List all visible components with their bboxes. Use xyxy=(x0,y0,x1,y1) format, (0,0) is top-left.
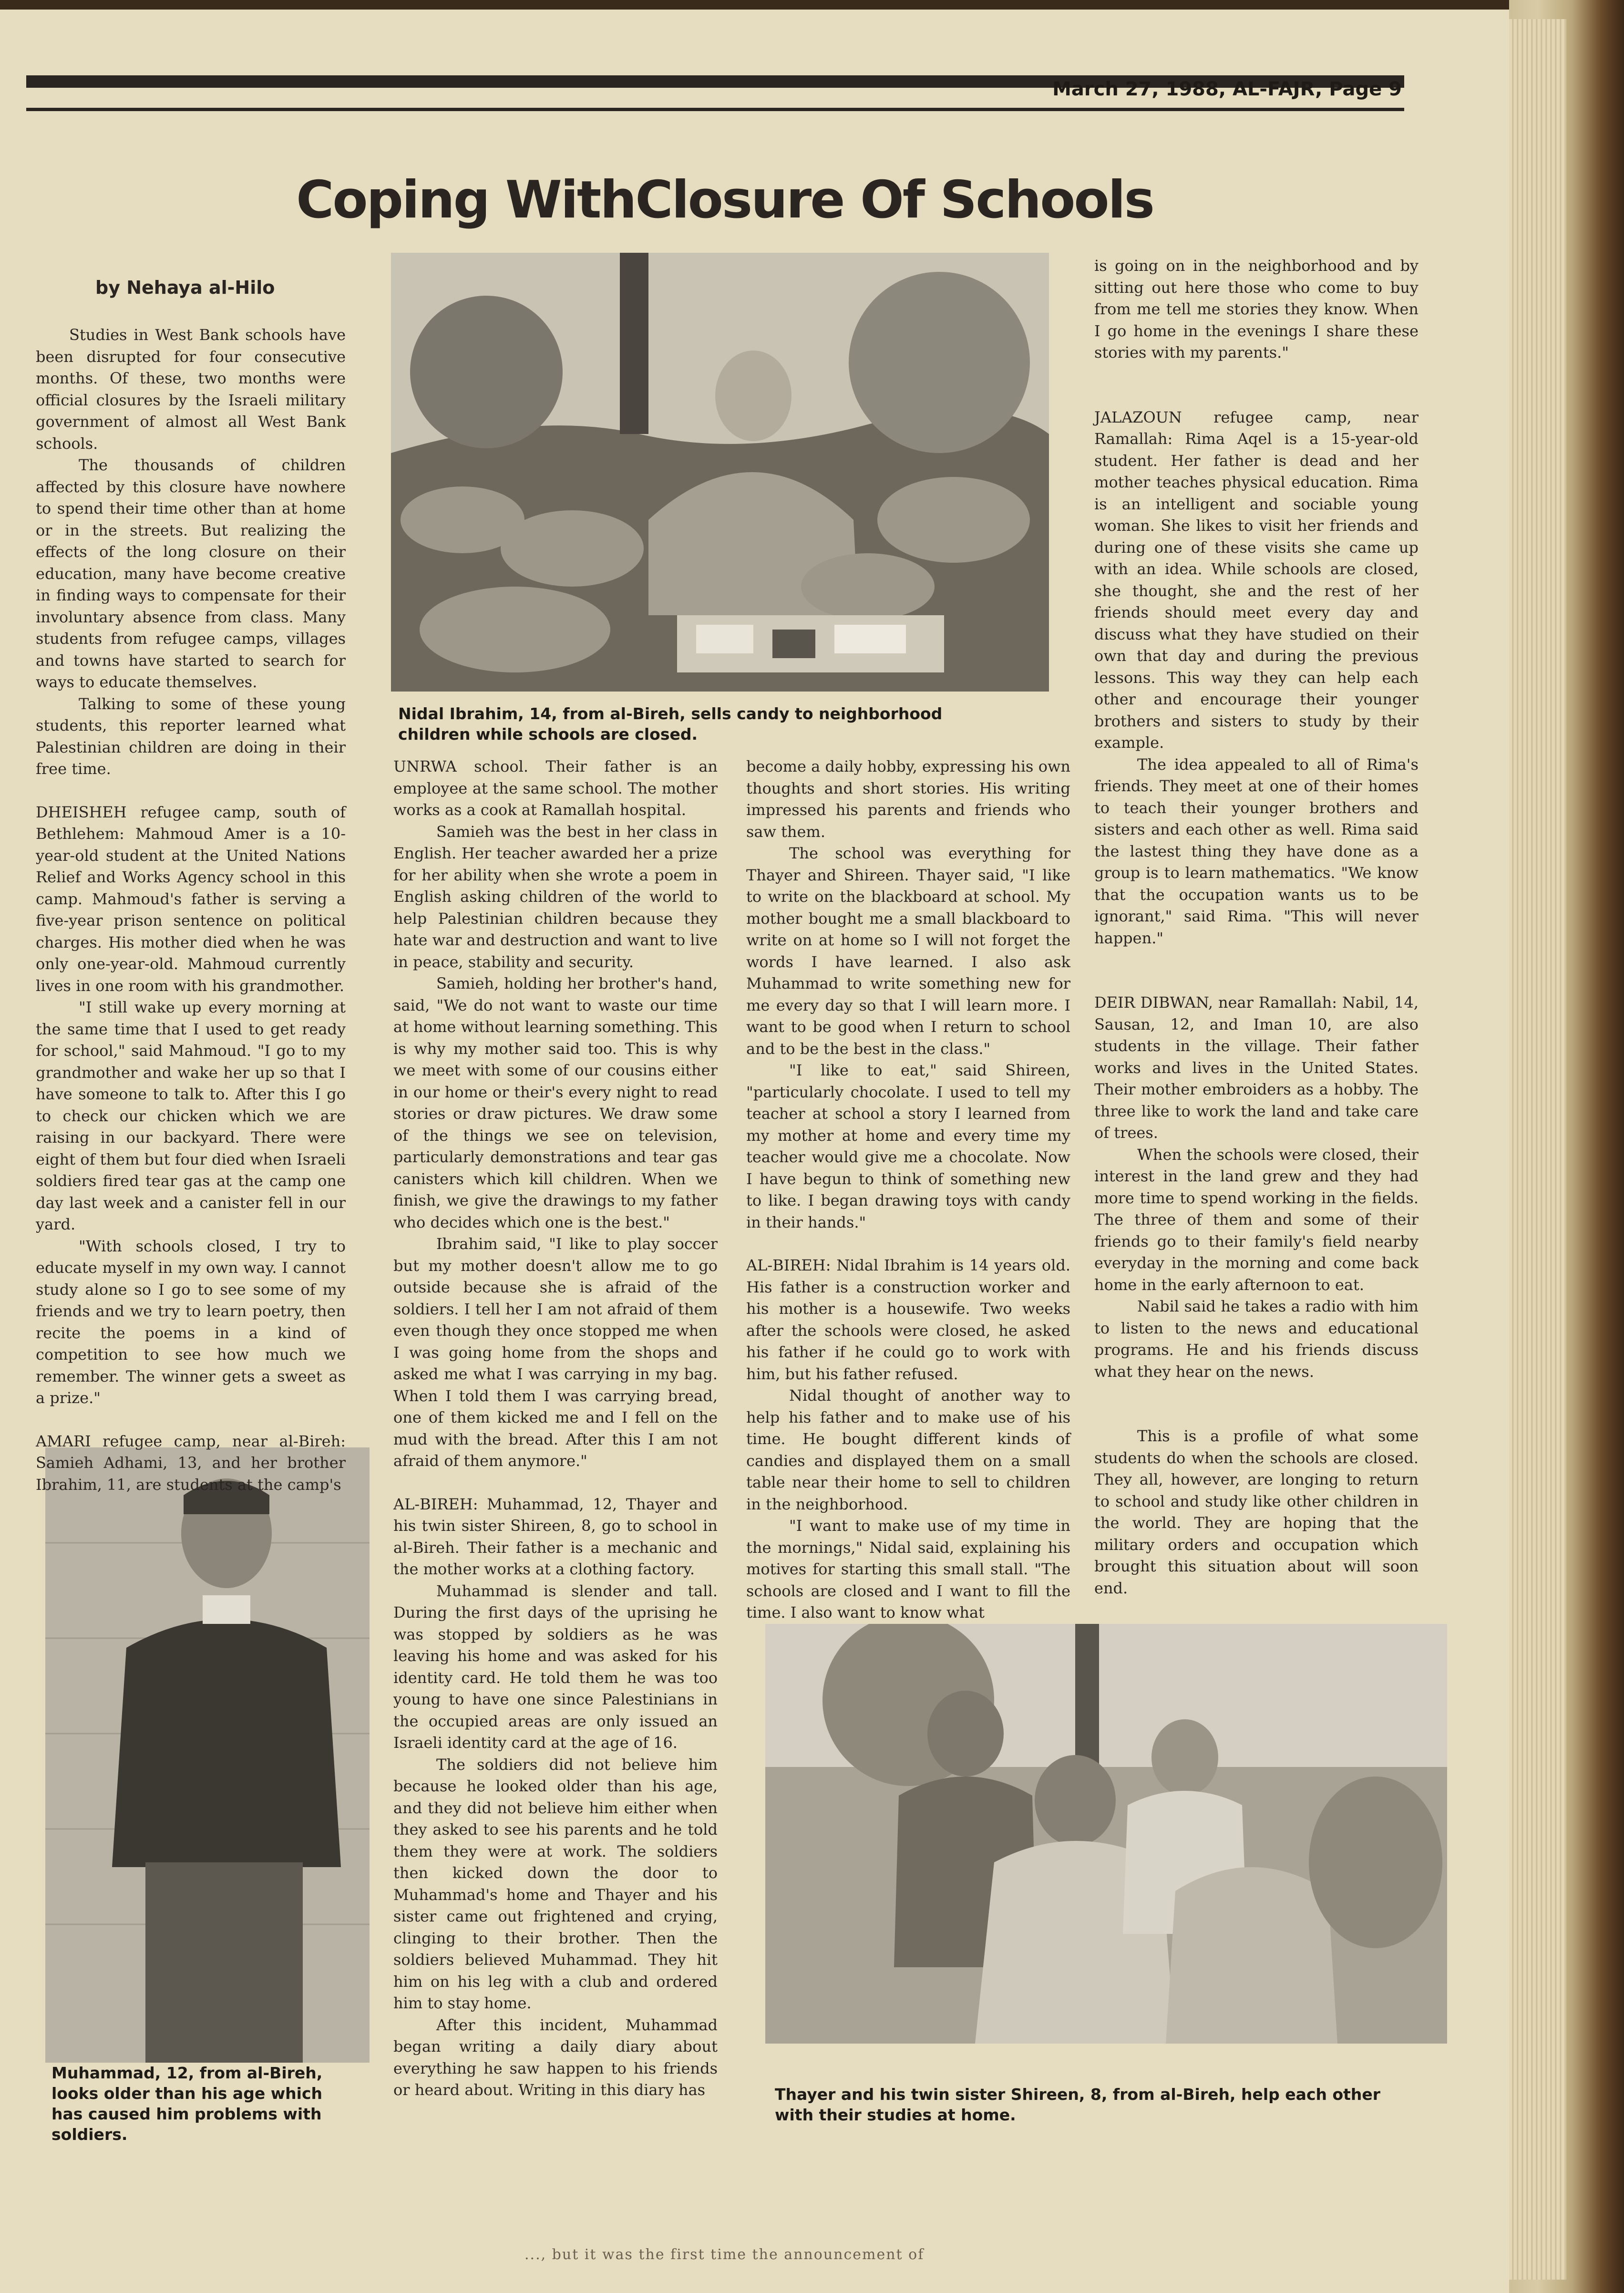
photo-thayer-shireen xyxy=(765,1624,1447,2044)
stacked-page-edges xyxy=(1509,19,1566,2280)
paragraph: DEIR DIBWAN, near Ramallah: Nabil, 14, Sausan, 12, and Iman 10, are also students in the village. Their father works and lives in the United States. Their mother embroiders as a hobby. The three like to work the land and take care of trees. xyxy=(1094,993,1418,1142)
paragraph: The idea appealed to all of Rima's friends. They meet at one of their homes to teach their younger brothers and sisters and each other as well. Rima said the lastest thing they have done as a group is to learn mathematics. "We know that the occupation wants us to be ignorant," said Rima. "This will never happen." xyxy=(1094,755,1418,947)
paragraph: AMARI refugee camp, near al-Bireh: Samieh Adhami, 13, and her brother Ibrahim, 11, are students at the camp's xyxy=(36,1432,346,1494)
paragraph: AL-BIREH: Nidal Ibrahim is 14 years old. His father is a construction worker and his mother is a housewife. Two weeks after the schools were closed, he asked his father if he could go to work with him, but his father refused. xyxy=(746,1256,1070,1383)
paragraph: "With schools closed, I try to educate myself in my own way. I cannot study alone so I go to see some of my friends and we try to learn poetry, then recite the poems in a kind of competition to see how much we remember. The winner gets a sweet as a prize." xyxy=(36,1237,346,1407)
paragraph: Ibrahim said, "I like to play soccer but my mother doesn't allow me to go outside because she is afraid of the soldiers. I tell her I am not afraid of them even though they once stopped me when I was going home from the shops and asked me what I was carrying in my bag. When I told them I was carrying bread, one of them kicked me and I fell on the mud with the bread. After this I am not afraid of them anymore." xyxy=(393,1235,718,1470)
article-column-4 xyxy=(1094,255,1418,1610)
photo-nidal-candy-stall xyxy=(391,253,1049,692)
paragraph: UNRWA school. Their father is an employee at the same school. The mother works as a cook at Ramallah hospital. xyxy=(393,757,718,819)
paragraph: "I want to make use of my time in the mornings," Nidal said, explaining his motives for starting this small stall. "The schools are closed and I want to fill the time. I also want to know what xyxy=(746,1517,1070,1622)
article-headline: Coping WithClosure Of Schools xyxy=(296,170,1153,230)
newspaper-page xyxy=(0,10,1509,2293)
paragraph: The soldiers did not believe him because he looked older than his age, and they did not believe him either when they asked to see his parents and he told them they were at work. The soldiers then kicked down the door to Muhammad's home and Thayer and his sister came out frightened and crying, clinging to their brother. Then the soldiers believed Muhammad. They hit him on his leg with a club and ordered him to stay home. xyxy=(393,1755,718,2012)
paragraph: "I like to eat," said Shireen, "particularly chocolate. I used to tell my teacher at school a story I learned from my mother at home and every time my teacher would give me a chocolate. Now I have begun to think of something new to like. I began drawing toys with candy in their hands." xyxy=(746,1061,1070,1231)
paragraph: Studies in West Bank schools have been disrupted for four consecutive months. Of these, two months were official closures by the Israeli military government of almost all West Bank schools. xyxy=(36,326,346,453)
paragraph: Nidal thought of another way to help his father and to make use of his time. He bought different kinds of candies and displayed them on a small table near their home to sell to children in the neighborhood. xyxy=(746,1386,1070,1513)
paragraph: Muhammad is slender and tall. During the first days of the uprising he was stopped by soldiers as he was leaving his home and was asked for his identity card. He told them he was too young to have one since Palestinians in the occupied areas are only issued an Israeli identity card at the age of 16. xyxy=(393,1581,718,1752)
article-byline: by Nehaya al-Hilo xyxy=(95,277,275,298)
article-column-1 xyxy=(36,324,346,1494)
caption-nidal: Nidal Ibrahim, 14, from al-Bireh, sells candy to neighborhood children while schools are closed. xyxy=(398,704,943,744)
paragraph: The school was everything for Thayer and Shireen. Thayer said, "I like to write on the blackboard at school. My mother bought me a small blackboard to write on at home so I will not forget the words I have learned. I also ask Muhammad to write something new for me every day so that I will learn more. I want to be good when I return to school and to be the best in the class." xyxy=(746,844,1070,1058)
next-page-bleed-text: ..., but it was the first time the announcement of xyxy=(524,2246,925,2263)
paragraph: When the schools were closed, their interest in the land grew and they had more time to spend working in the fields. The three of them and some of their friends go to their family's field nearby everyday in the morning and come back home in the early afternoon to eat. xyxy=(1094,1145,1418,1294)
paragraph: DHEISHEH refugee camp, south of Bethlehem: Mahmoud Amer is a 10-year-old student at the United Nations Relief and Works Agency school in this camp. Mahmoud's father is serving a five-year prison sentence on political charges. His mother died when he was only one-year-old. Mahmoud currently lives in one room with his grandmother. xyxy=(36,803,346,995)
article-column-3 xyxy=(746,756,1070,1622)
article-column-2 xyxy=(393,756,718,2187)
caption-thayer-shireen: Thayer and his twin sister Shireen, 8, from al-Bireh, help each other with their studies at home. xyxy=(775,2085,1381,2124)
caption-muhammad: Muhammad, 12, from al-Bireh, looks older than his age which has caused him problems with soldiers. xyxy=(51,2064,323,2144)
paragraph: This is a profile of what some students do when the schools are closed. They all, however, are longing to return to school and study like other children in the world. They are hoping that the military orders and occupation which brought this situation about will soon end. xyxy=(1094,1427,1418,1597)
paragraph: Samieh, holding her brother's hand, said, "We do not want to waste our time at home without learning something. This is why my mother said too. This is why we meet with some of our cousins either in our home or their's every night to read stories or draw pictures. We draw some of the things we see on television, particularly demonstrations and tear gas canisters which kill children. When we finish, we give the drawings to my father who decides which one is the best." xyxy=(393,974,718,1231)
page-folio: March 27, 1988, AL-FAJR, Page 9 xyxy=(1052,78,1402,100)
paragraph: The thousands of children affected by this closure have nowhere to spend their time other than at home or in the streets. But realizing the effects of the long closure on their education, many have become creative in finding ways to compensate for their involuntary absence from class. Many students from refugee camps, villages and towns have started to search for ways to educate themselves. xyxy=(36,456,346,691)
header-rule-thin xyxy=(26,108,1404,111)
paragraph: Nabil said he takes a radio with him to listen to the news and educational programs. He and his friends discuss what they hear on the news. xyxy=(1094,1297,1418,1381)
paragraph: "I still wake up every morning at the same time that I used to get ready for school," said Mahmoud. "I go to my grandmother and wake her up so that I have someone to talk to. After this I go to check our chicken which we are raising in our backyard. There were eight of them but four died when Israeli soldiers fired tear gas at the camp one day last week and a canister fell in our yard. xyxy=(36,998,346,1233)
paragraph: JALAZOUN refugee camp, near Ramallah: Rima Aqel is a 15-year-old student. Her father is dead and her mother teaches physical education. Rima is an intelligent and sociable young woman. She likes to visit her friends and during one of these visits she came up with an idea. While schools are closed, she thought, she and the rest of her friends should meet every day and discuss what they have studied on their own that day and during the previous lessons. This way they can help each other and encourage their younger brothers and sisters to study by their example. xyxy=(1094,408,1418,752)
paragraph: Samieh was the best in her class in English. Her teacher awarded her a prize for her ability when she wrote a poem in English asking children of the world to help Palestinian children because they hate war and destruction and want to live in peace, stability and security. xyxy=(393,822,718,971)
paragraph: AL-BIREH: Muhammad, 12, Thayer and his twin sister Shireen, 8, go to school in al-Bireh. Their father is a mechanic and the mother works at a clothing factory. xyxy=(393,1495,718,1578)
photo-muhammad-portrait xyxy=(45,1447,370,2063)
paragraph: is going on in the neighborhood and by sitting out here those who come to buy from me tell me stories they know. When I go home in the evenings I share these stories with my parents." xyxy=(1094,257,1418,362)
paragraph: After this incident, Muhammad began writing a daily diary about everything he saw happen to his friends or heard about. Writing in this diary has xyxy=(393,2015,718,2099)
paragraph: Talking to some of these young students, this reporter learned what Palestinian children are doing in their free time. xyxy=(36,694,346,778)
paragraph: become a daily hobby, expressing his own thoughts and short stories. His writing impressed his parents and friends who saw them. xyxy=(746,757,1070,841)
